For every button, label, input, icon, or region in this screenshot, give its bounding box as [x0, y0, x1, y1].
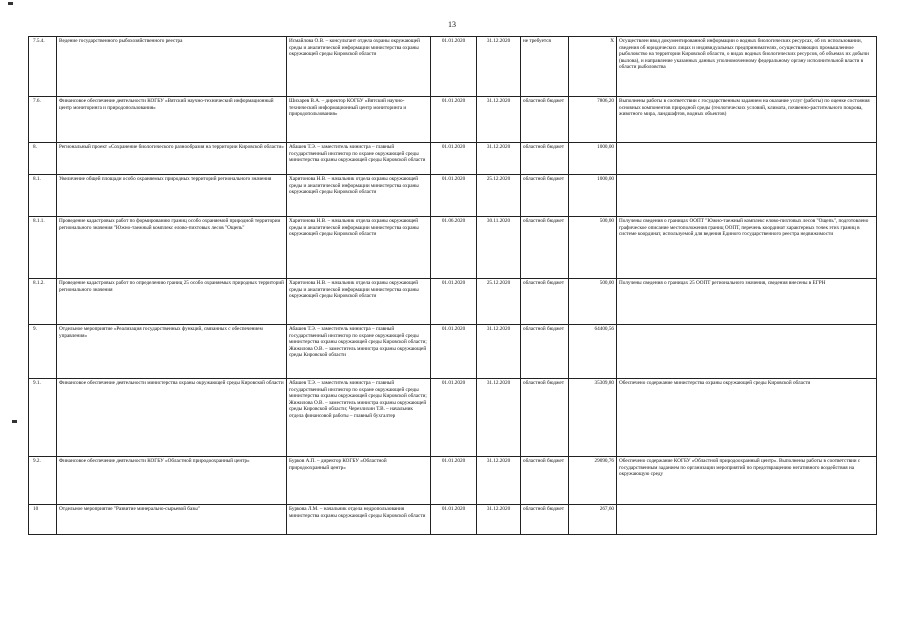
funding-source: областной бюджет [521, 325, 569, 379]
table-row [29, 325, 877, 379]
responsible-person: Шихарев В.А. – директор КОГБУ «Вятский научно-технический информационный центр мониторинга и природопользования» [287, 97, 431, 143]
plan-table [28, 36, 877, 535]
scan-mark [8, 2, 13, 5]
expected-result: Получены сведения о границах ООПТ "Южно-таежный комплекс елово-пихтовых лесов "Ощепь", подготовлено графическое описание местоположения границ ООПТ, перечень координат характерных точек этих границ в системе координат, используемой для ведения Единого государственного реестра недвижимости [617, 217, 877, 279]
funding-source: областной бюджет [521, 143, 569, 175]
funding-source: областной бюджет [521, 279, 569, 325]
start-date: 01.01.2020 [431, 97, 477, 143]
funding-amount: 1000,00 [569, 143, 617, 175]
funding-amount: 7806,20 [569, 97, 617, 143]
funding-amount: 1000,00 [569, 175, 617, 217]
funding-source: областной бюджет [521, 217, 569, 279]
funding-amount: 29090,76 [569, 457, 617, 505]
table-row [29, 279, 877, 325]
responsible-person: Абашев Т.Э. – заместитель министра – главный государственный инспектор по охране окружающей среды министерства охраны окружающей среды Кировской области [287, 143, 431, 175]
end-date: 31.12.2020 [477, 379, 521, 457]
activity-name: Финансовое обеспечение деятельности КОГБУ «Областной природоохранный центр» [57, 457, 287, 505]
funding-amount: X [569, 37, 617, 97]
funding-amount: 500,00 [569, 217, 617, 279]
plan-table-container [28, 36, 876, 535]
start-date: 01.01.2020 [431, 457, 477, 505]
row-number: 7.6. [29, 97, 57, 143]
row-number: 9.1. [29, 379, 57, 457]
start-date: 01.01.2020 [431, 505, 477, 535]
expected-result: Выполнены работы в соответствии с государственным заданием на оказание услуг (работы) по оценке состояния основных компонентов природной среды (геологических условий, климата, почвенно-растительного покрова, животного мира, ландшафтов, водных объектов) [617, 97, 877, 143]
responsible-person: Бурков А.П. – директор КОГБУ «Областной природоохранный центр» [287, 457, 431, 505]
row-number: 8.1. [29, 175, 57, 217]
activity-name: Финансовое обеспечение деятельности КОГБУ «Вятский научно-технический информационный центр мониторинга и природопользования» [57, 97, 287, 143]
responsible-person: Абашев Т.Э. – заместитель министра – главный государственный инспектор по охране окружающей среды министерства охраны окружающей среды Кировской области; Жижилова О.В. – заместитель министра охраны окружающей среды Кировской области; Черезлихин Т.В. – начальник отдела финансовой работы – главный бухгалтер [287, 379, 431, 457]
expected-result [617, 143, 877, 175]
table-body [29, 37, 877, 535]
table-row [29, 97, 877, 143]
activity-name: Проведение кадастровых работ по определению границ 25 особо охраняемых природных территорий регионального значения [57, 279, 287, 325]
end-date: 25.12.2020 [477, 175, 521, 217]
page-number: 13 [448, 20, 456, 29]
expected-result: Обеспечено содержание министерства охраны окружающей среды Кировской области [617, 379, 877, 457]
end-date: 31.12.2020 [477, 325, 521, 379]
responsible-person: Абашев Т.Э. – заместитель министра – главный государственный инспектор по охране окружающей среды министерства охраны окружающей среды Кировской области; Жижилова О.В. – заместитель министра охраны окружающей среды Кировской области [287, 325, 431, 379]
funding-source: областной бюджет [521, 457, 569, 505]
responsible-person: Исмайлова О.В. – консультант отдела охраны окружающей среды и аналитической информации министерства охраны окружающей среды Кировской области [287, 37, 431, 97]
expected-result: Осуществлен ввод документированной информации о водных биологических ресурсах, об их использовании, сведения об юридических лицах и индивидуальных предпринимателях, осуществляющих промышленное рыболовство на территории Кировской области, о видах водных биологических ресурсов, об объемах их добычи (вылова), и направление указанных данных уполномоченному федеральному органу исполнительной власти в области рыболовства [617, 37, 877, 97]
start-date: 01.01.2020 [431, 175, 477, 217]
start-date: 01.01.2020 [431, 325, 477, 379]
row-number: 7.5.4. [29, 37, 57, 97]
funding-source: не требуется [521, 37, 569, 97]
activity-name: Отдельное мероприятие "Развитие минерально-сырьевой базы" [57, 505, 287, 535]
table-row [29, 175, 877, 217]
table-row [29, 505, 877, 535]
responsible-person: Харитонова Н.В. – начальник отдела охраны окружающей среды и аналитической информации министерства охраны окружающей среды Кировской области [287, 279, 431, 325]
expected-result: Обеспечено содержание КОГБУ «Областной природоохранный центр». Выполнены работы в соответствии с государственным заданием по организации мероприятий по предотвращению негативного воздействия на окружающую среду [617, 457, 877, 505]
responsible-person: Харитонова Н.В. – начальник отдела охраны окружающей среды и аналитической информации министерства охраны окружающей среды Кировской области [287, 217, 431, 279]
row-number: 10 [29, 505, 57, 535]
funding-source: областной бюджет [521, 175, 569, 217]
funding-amount: 500,00 [569, 279, 617, 325]
table-row [29, 379, 877, 457]
row-number: 9.2. [29, 457, 57, 505]
responsible-person: Буркова Л.М. – начальник отдела недропользования министерства охраны окружающей среды Кировской области [287, 505, 431, 535]
activity-name: Проведение кадастровых работ по формированию границ особо охраняемой природной территории регионального значения "Южно-таежный комплекс елово-пихтовых лесов "Ощепь" [57, 217, 287, 279]
expected-result [617, 175, 877, 217]
activity-name: Финансовое обеспечение деятельности министерства охраны окружающей среды Кировской области [57, 379, 287, 457]
expected-result: Получены сведения о границах 25 ООПТ регионального значения, сведения внесены в ЕГРН [617, 279, 877, 325]
expected-result [617, 505, 877, 535]
funding-source: областной бюджет [521, 97, 569, 143]
table-row [29, 37, 877, 97]
scan-mark [12, 420, 17, 423]
end-date: 31.12.2020 [477, 505, 521, 535]
table-row [29, 143, 877, 175]
end-date: 31.12.2020 [477, 37, 521, 97]
funding-amount: 35309,80 [569, 379, 617, 457]
activity-name: Увеличение общей площади особо охраняемых природных территорий регионального значения [57, 175, 287, 217]
funding-amount: 267,60 [569, 505, 617, 535]
end-date: 31.12.2020 [477, 97, 521, 143]
activity-name: Ведение государственного рыбохозяйственного реестра [57, 37, 287, 97]
table-row [29, 457, 877, 505]
start-date: 01.01.2020 [431, 279, 477, 325]
end-date: 25.12.2020 [477, 279, 521, 325]
start-date: 01.01.2020 [431, 143, 477, 175]
row-number: 8.1.1. [29, 217, 57, 279]
funding-source: областной бюджет [521, 379, 569, 457]
row-number: 8. [29, 143, 57, 175]
start-date: 01.06.2020 [431, 217, 477, 279]
activity-name: Региональный проект «Сохранение биологического разнообразия на территории Кировской области» [57, 143, 287, 175]
funding-source: областной бюджет [521, 505, 569, 535]
start-date: 01.01.2020 [431, 37, 477, 97]
start-date: 01.01.2020 [431, 379, 477, 457]
row-number: 9. [29, 325, 57, 379]
funding-amount: 64400,56 [569, 325, 617, 379]
activity-name: Отдельное мероприятие «Реализация государственных функций, связанных с обеспечением управления» [57, 325, 287, 379]
end-date: 31.12.2020 [477, 143, 521, 175]
table-row [29, 217, 877, 279]
end-date: 30.11.2020 [477, 217, 521, 279]
row-number: 8.1.2. [29, 279, 57, 325]
responsible-person: Харитонова Н.В. – начальник отдела охраны окружающей среды и аналитической информации министерства охраны окружающей среды Кировской области [287, 175, 431, 217]
expected-result [617, 325, 877, 379]
end-date: 31.12.2020 [477, 457, 521, 505]
